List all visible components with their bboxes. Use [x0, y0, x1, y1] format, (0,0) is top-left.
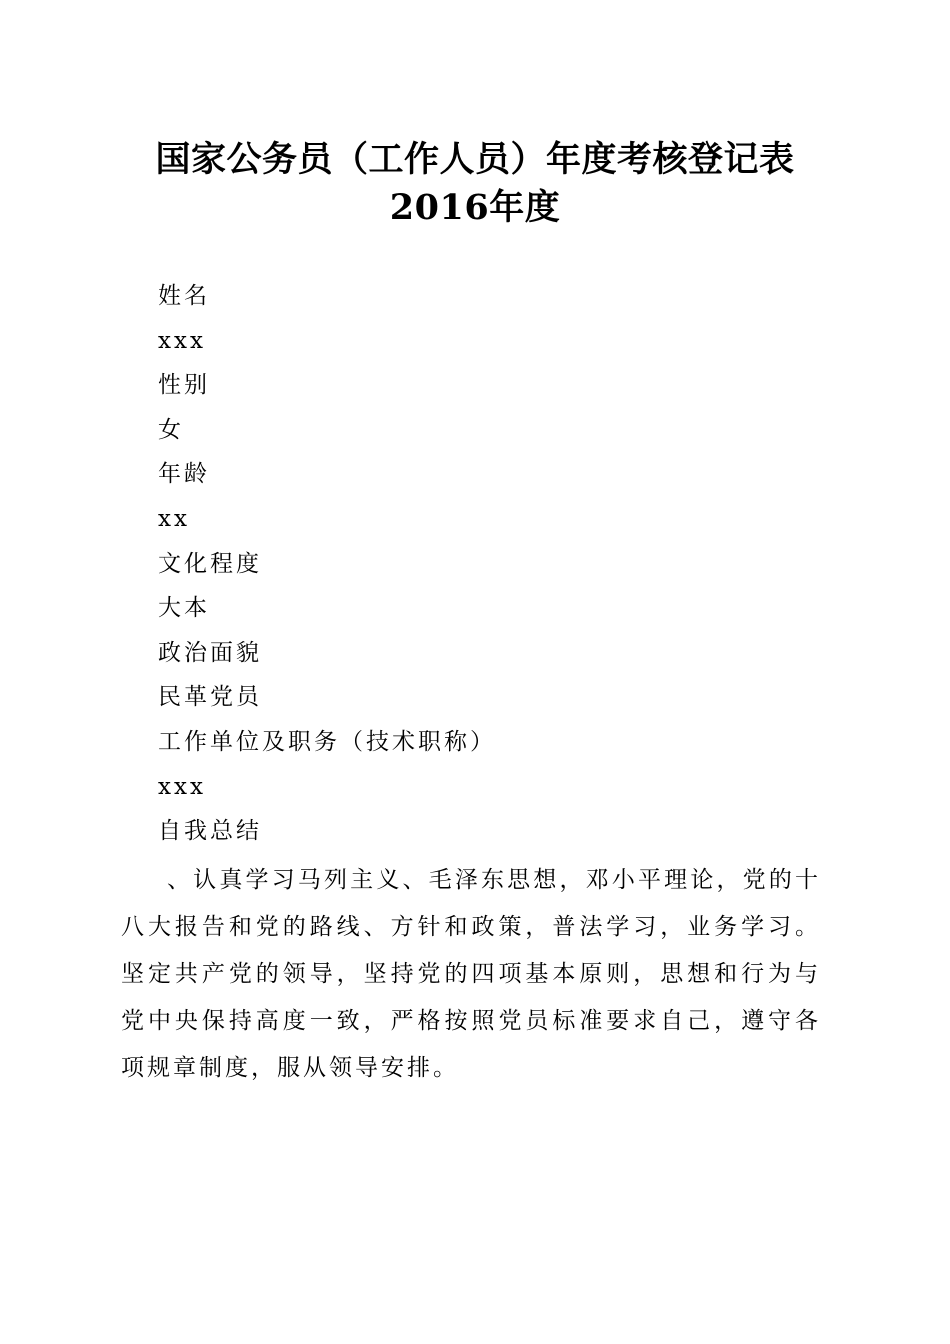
- field-value-gender: 女: [158, 416, 184, 443]
- document-title: 国家公务员（工作人员）年度考核登记表: [155, 139, 795, 180]
- field-label-political-status: 政治面貌: [158, 639, 262, 666]
- field-label-age: 年龄: [158, 461, 210, 488]
- field-value-age: xx: [158, 505, 190, 532]
- field-value-work-unit: xxx: [158, 773, 206, 800]
- summary-label: 自我总结: [158, 818, 262, 845]
- field-value-education: 大本: [158, 595, 210, 622]
- field-value-name: xxx: [158, 327, 206, 354]
- field-label-name: 姓名: [158, 283, 210, 309]
- field-list: [158, 281, 838, 861]
- field-value-political-status: 民革党员: [158, 684, 262, 711]
- field-label-education: 文化程度: [158, 550, 262, 577]
- document-year: 2016年度: [389, 187, 561, 228]
- field-label-work-unit: 工作单位及职务（技术职称）: [158, 728, 496, 755]
- field-label-gender: 性别: [158, 372, 210, 399]
- summary-paragraph: 、认真学习马列主义、毛泽东思想，邓小平理论，党的十八大报告和党的路线、方针和政策，普法学习，业务学习。坚定共产党的领导，坚持党的四项基本原则，思想和行为与党中央保持高度一致，严格按照党员标准要求自己，遵守各项规章制度，服从领导安排。: [121, 867, 821, 1081]
